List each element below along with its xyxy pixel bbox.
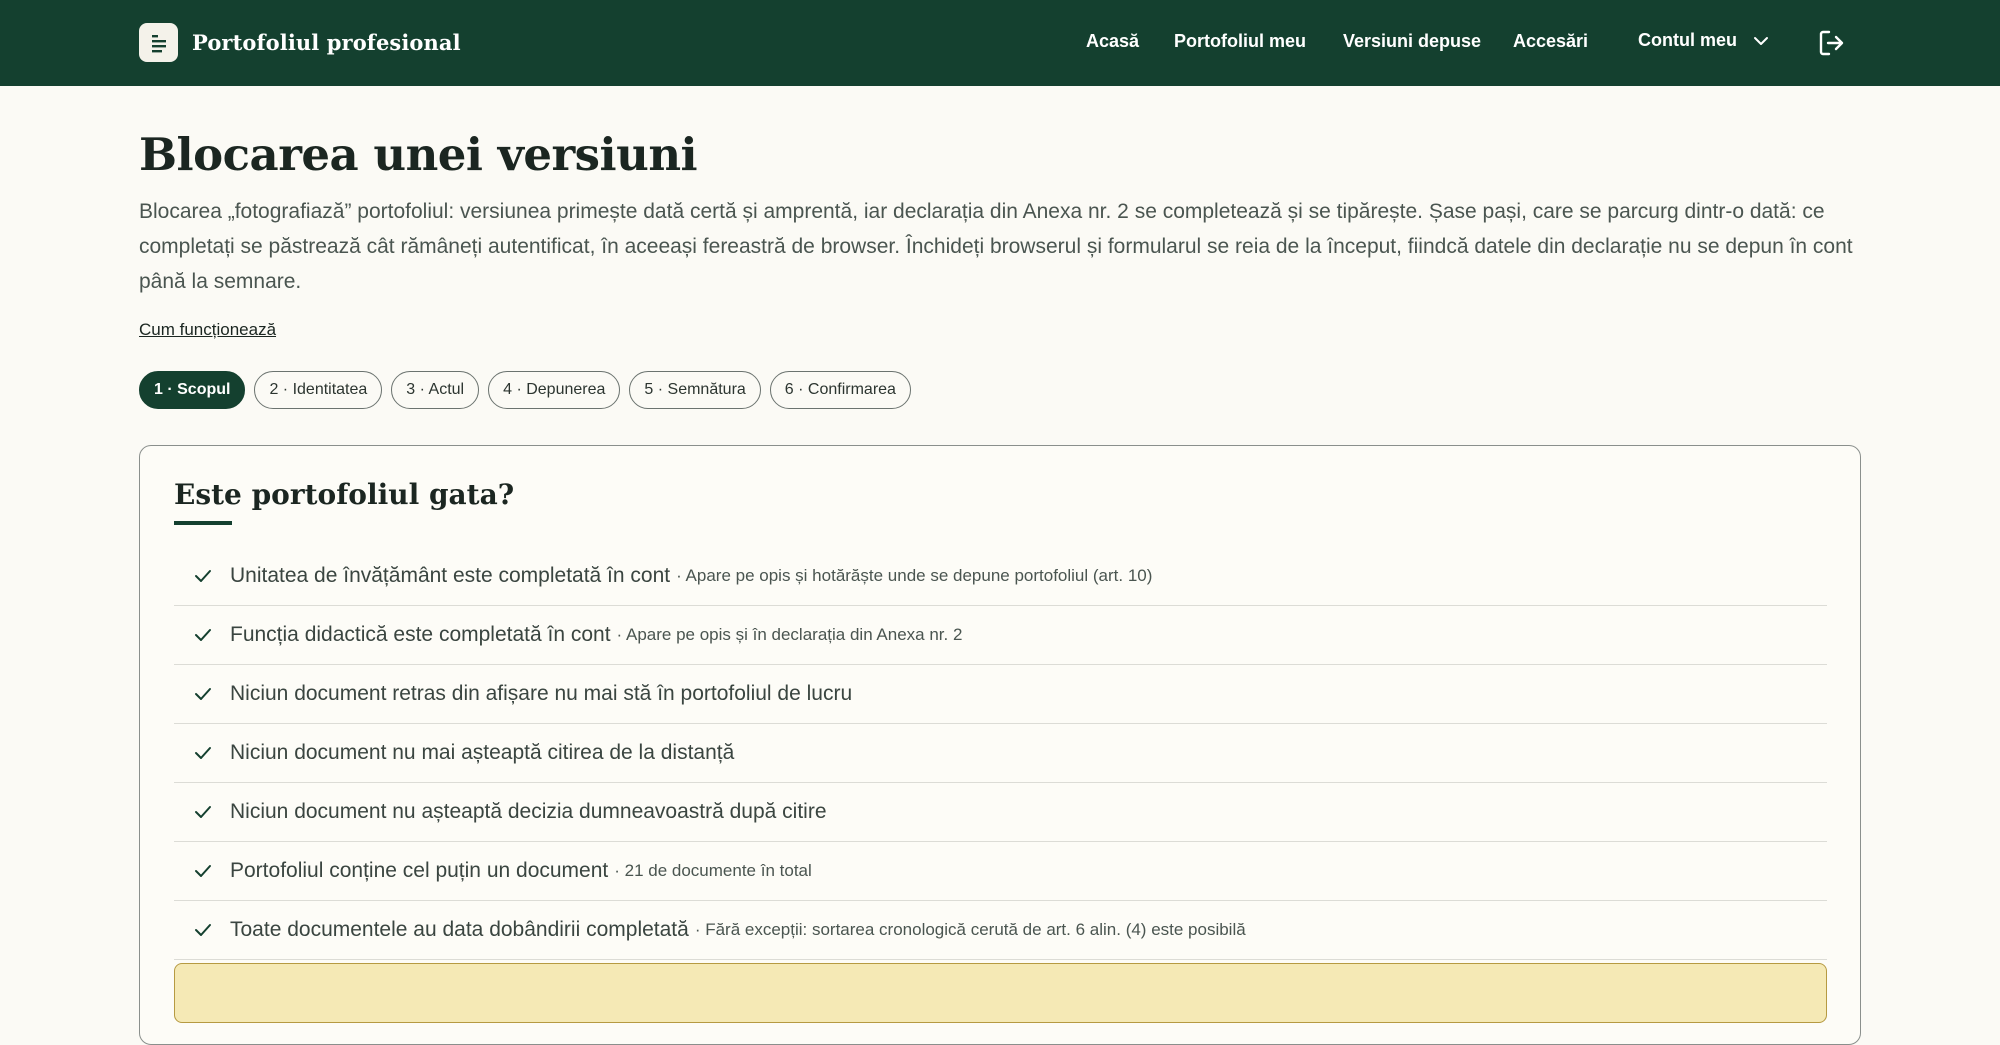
- step-6-confirmarea[interactable]: 6 · Confirmarea: [770, 371, 911, 409]
- step-4-depunerea[interactable]: 4 · Depunerea: [488, 371, 620, 409]
- check-icon: [194, 805, 214, 819]
- nav-link-versiuni-depuse[interactable]: Versiuni depuse: [1343, 31, 1482, 51]
- stepper: [139, 371, 911, 409]
- check-icon: [194, 923, 214, 937]
- readiness-checklist: [174, 547, 1827, 960]
- checklist-item-text: Niciun document nu așteaptă decizia dumneavoastră după citire: [230, 800, 827, 823]
- brand[interactable]: [139, 23, 461, 62]
- checklist-item-text: Niciun document retras din afișare nu mai stă în portofoliul de lucru: [230, 682, 853, 705]
- step-3-actul[interactable]: 3 · Actul: [391, 371, 479, 409]
- top-navigation-bar: [0, 0, 2000, 86]
- nav-link-acasa[interactable]: Acasă: [1086, 31, 1140, 51]
- checklist-item-text: Toate documentele au data dobândirii completată: [230, 918, 689, 941]
- document-lines-icon: [139, 23, 178, 62]
- checklist-item: [174, 842, 1827, 901]
- check-icon: [194, 687, 214, 701]
- step-2-identitatea[interactable]: 2 · Identitatea: [254, 371, 382, 409]
- checklist-item: [174, 665, 1827, 724]
- checklist-item: [174, 606, 1827, 665]
- checklist-item-note: · Fără excepții: sortarea cronologică cerută de art. 6 alin. (4) este posibilă: [694, 920, 1246, 939]
- page-title: Blocarea unei versiuni: [139, 128, 698, 181]
- nav-link-portofoliul-meu[interactable]: Portofoliul meu: [1174, 31, 1306, 51]
- checklist-item-text: Niciun document nu mai așteaptă citirea de la distanță: [230, 741, 735, 764]
- logout-icon[interactable]: [1816, 28, 1846, 63]
- checklist-item: [174, 547, 1827, 606]
- step-1-scopul[interactable]: 1 · Scopul: [139, 371, 245, 409]
- warning-row: [174, 963, 1827, 1023]
- check-icon: [194, 569, 214, 583]
- checklist-item-note: · 21 de documente în total: [614, 861, 812, 880]
- check-icon: [194, 864, 214, 878]
- account-menu[interactable]: [1638, 30, 1769, 51]
- how-it-works-link[interactable]: Cum funcționează: [139, 320, 277, 339]
- page-intro: Blocarea „fotografiază” portofoliul: versiunea primește dată certă și amprentă, iar declarația din Anexa nr. 2 se completează și se tipărește. Șase pași, care se parcurg dintr-o dată: ce completați se păstrează cât rămâneți autentificat, în aceeași fereastră de browser. Închideți browserul și formularul se reia de la început, fiindcă datele din declarație nu se depun în cont până la semnare.: [139, 200, 1853, 293]
- readiness-card: [139, 445, 1861, 1045]
- step-5-semnatura[interactable]: 5 · Semnătura: [629, 371, 760, 409]
- checklist-item-text: Portofoliul conține cel puțin un document: [230, 859, 609, 882]
- check-icon: [194, 746, 214, 760]
- nav-link-accesari[interactable]: Accesări: [1513, 31, 1589, 51]
- account-label: Contul meu: [1638, 30, 1737, 50]
- checklist-item: [174, 783, 1827, 842]
- title-underline: [174, 521, 232, 525]
- checklist-item: [174, 901, 1827, 960]
- checklist-item-note: · Apare pe opis și în declarația din Anexa nr. 2: [616, 625, 963, 644]
- chevron-down-icon: [1753, 36, 1769, 46]
- checklist-item: [174, 724, 1827, 783]
- check-icon: [194, 628, 214, 642]
- brand-name: Portofoliul profesional: [192, 30, 461, 55]
- card-title: Este portofoliul gata?: [174, 478, 515, 511]
- checklist-item-text: Unitatea de învățământ este completată în cont: [230, 564, 671, 587]
- checklist-item-text: Funcția didactică este completată în cont: [230, 623, 611, 646]
- checklist-item-note: · Apare pe opis și hotărăște unde se depune portofoliul (art. 10): [676, 566, 1153, 585]
